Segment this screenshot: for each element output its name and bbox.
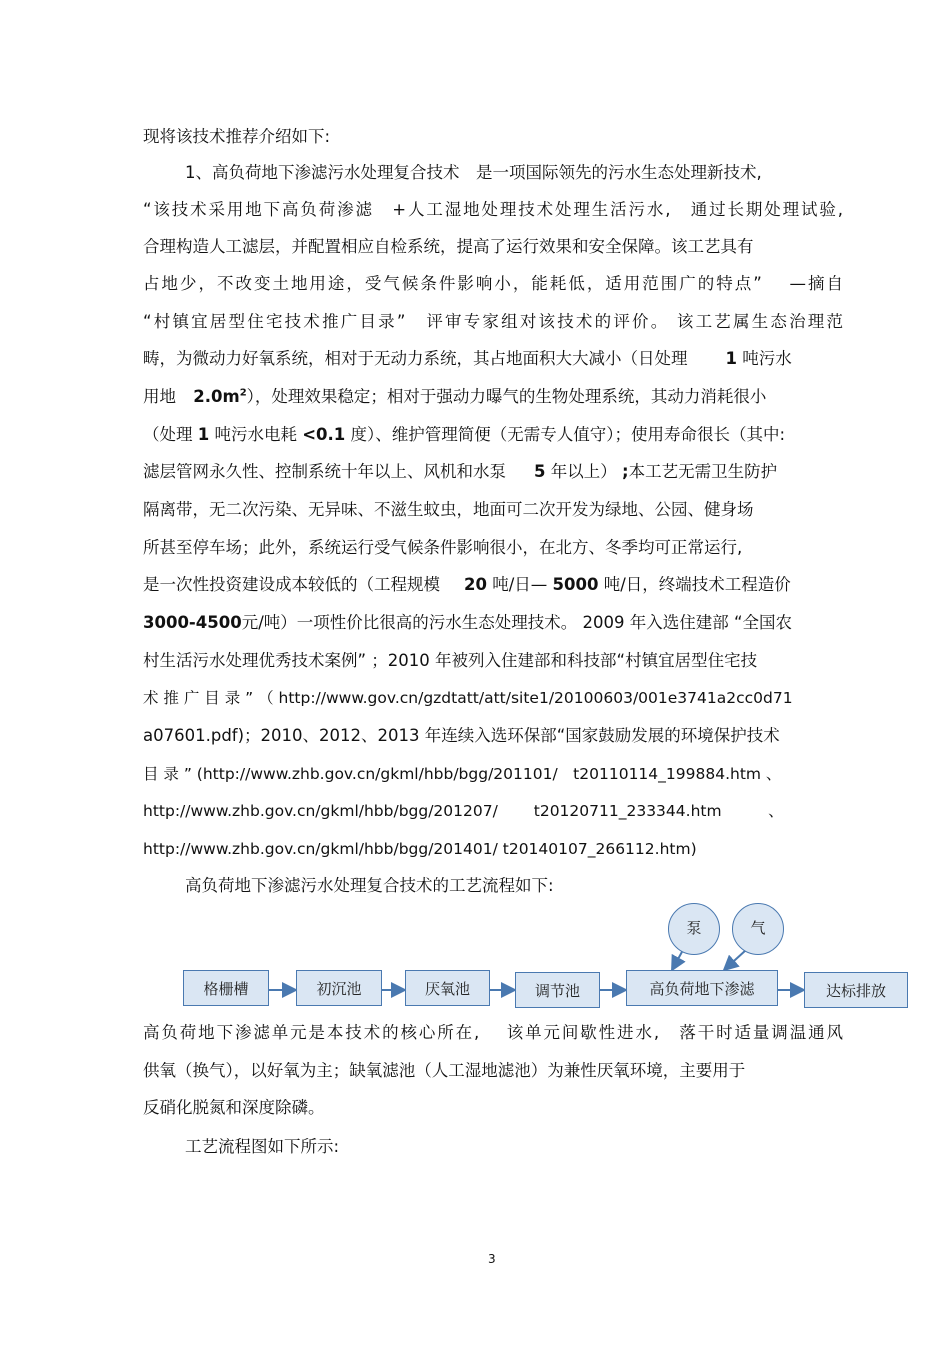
text-line: 供氧（换气），以好氧为主；缺氧滤池（人工湿地滤池）为兼性厌氧环境，主要用于 [143,1061,746,1080]
flow-intro: 高负荷地下渗滤污水处理复合技术的工艺流程如下: [185,876,554,895]
text-line: “村镇宜居型住宅技术推广目录” 评审专家组对该技术的评价。 该工艺属生态治理范 [143,312,843,331]
text-line: a07601.pdf)；2010、2012、2013 年连续入选环保部“国家鼓励发展的环境保护技术 [143,726,780,745]
flow-input-air: 气 [732,903,784,955]
flow-step-regulating-tank: 调节池 [515,972,600,1008]
page-number: 3 [488,1252,496,1266]
flow-step-primary-settling: 初沉池 [296,970,382,1006]
text-line: 3000-4500元/吨）一项性价比很高的污水生态处理技术。 2009 年入选住建部 “全国农 [143,613,793,632]
text-line: 村生活污水处理优秀技术案例” ；2010 年被列入住建部和科技部“村镇宜居型住宅技 [143,651,758,670]
link-line[interactable]: 术 推 广 目 录 ” （ http://www.gov.cn/gzdtatt/att/site1/20100603/001e3741a2cc0d71 [143,689,793,707]
diagram-intro: 工艺流程图如下所示: [185,1137,340,1156]
flow-step-anaerobic-tank: 厌氧池 [405,970,490,1006]
link-line[interactable]: http://www.zhb.gov.cn/gkml/hbb/bgg/201401/ t20140107_266112.htm) [143,840,697,858]
text-line: 合理构造人工滤层，并配置相应自检系统，提高了运行效果和安全保障。该工艺具有 [143,237,754,256]
text-line: 高负荷地下渗滤单元是本技术的核心所在, 该单元间歇性进水, 落干时适量调温通风 [143,1023,843,1042]
text-line: 1、高负荷地下渗滤污水处理复合技术 是一项国际领先的污水生态处理新技术, [185,163,762,182]
text-line: 用地 $2.0m^2$），处理效果稳定；相对于强动力曝气的生物处理系统，其动力消耗很小 [143,387,767,406]
text-line: “该技术采用地下高负荷渗滤 +人工湿地处理技术处理生活污水, 通过长期处理试验, [143,200,843,219]
flow-step-discharge: 达标排放 [804,972,908,1008]
text-line: 滤层管网永久性、控制系统十年以上、风机和水泵 5 年以上） ;本工艺无需卫生防护 [143,462,778,481]
link-line[interactable]: 目 录 ” (http://www.zhb.gov.cn/gkml/hbb/bgg/201101/ t20110114_199884.htm 、 [143,765,782,783]
text-line: 反硝化脱氮和深度除磷。 [143,1098,325,1117]
text-line: 畴，为微动力好氧系统，相对于无动力系统，其占地面积大大减小（日处理 1 吨污水 [143,349,792,368]
link-line[interactable]: http://www.zhb.gov.cn/gkml/hbb/bgg/201207/ t20120711_233344.htm 、 [143,802,784,820]
intro-line: 现将该技术推荐介绍如下: [143,127,331,146]
flow-input-pump: 泵 [668,903,720,955]
text-line: 隔离带，无二次污染、无异味、不滋生蚊虫，地面可二次开发为绿地、公园、健身场 [143,500,754,519]
flow-step-high-load-infiltration: 高负荷地下渗滤 [626,970,778,1006]
text-line: 所甚至停车场；此外，系统运行受气候条件影响很小，在北方、冬季均可正常运行, [143,538,743,557]
text-line: 是一次性投资建设成本较低的（工程规模 20 吨/日— 5000 吨/日，终端技术工程造价 [143,575,791,594]
text-line: （处理 1 吨污水电耗 <0.1 度）、维护管理简便（无需专人值守）；使用寿命很长（其中: [143,425,786,444]
text-line: 占地少，不改变土地用途，受气候条件影响小，能耗低，适用范围广的特点” —摘自 [143,274,843,293]
flow-step-grating-tank: 格栅槽 [183,970,269,1006]
